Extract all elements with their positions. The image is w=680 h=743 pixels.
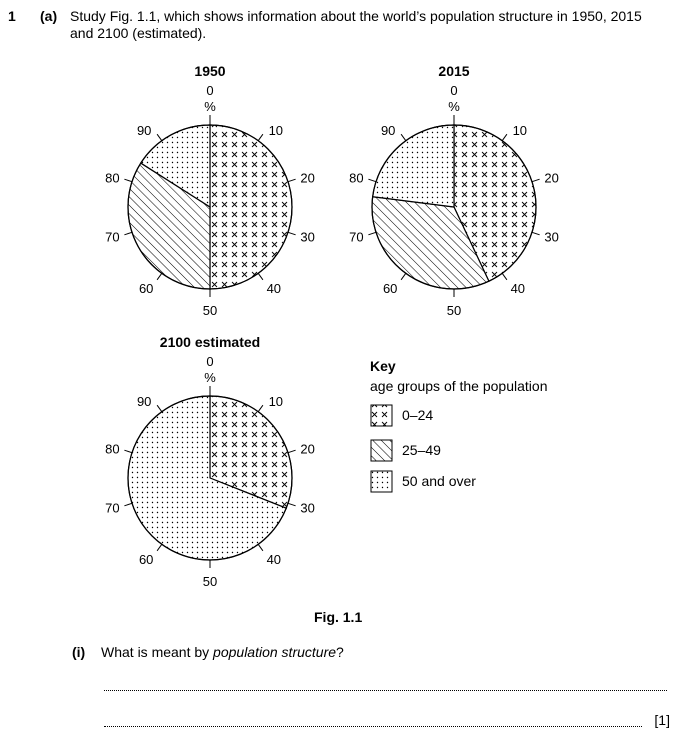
subquestion-label: (i) — [72, 644, 86, 660]
scale-tick — [124, 450, 132, 453]
key-label-25-49: 25–49 — [402, 442, 441, 458]
scale-label-60: 60 — [138, 551, 154, 567]
key-swatch-hatch — [371, 440, 392, 461]
scale-label-70: 70 — [349, 229, 364, 245]
scale-label-90: 90 — [136, 394, 152, 410]
scale-tick — [258, 134, 263, 141]
scale-label-90: 90 — [380, 123, 396, 139]
scale-tick — [157, 134, 162, 141]
scale-tick — [258, 544, 263, 551]
unit-label: % — [204, 99, 216, 114]
scale-label-10: 10 — [268, 394, 284, 410]
scale-tick — [401, 134, 406, 141]
scale-label-80: 80 — [349, 170, 364, 186]
question-number: 1 — [8, 8, 16, 24]
subquestion-text — [101, 644, 344, 660]
scale-tick — [288, 179, 296, 182]
scale-label-70: 70 — [105, 229, 120, 245]
scale-label-60: 60 — [138, 280, 154, 296]
unit-label: % — [204, 370, 216, 385]
pie-chart-2 — [105, 334, 315, 589]
scale-tick — [288, 503, 296, 506]
scale-tick — [532, 232, 540, 235]
scale-tick — [401, 273, 406, 280]
scale-tick — [157, 273, 162, 280]
scale-tick — [157, 405, 162, 412]
scale-label-10: 10 — [512, 123, 528, 139]
pie-title: 1950 — [194, 63, 226, 79]
intro-line-2: and 2100 (estimated). — [70, 25, 207, 41]
scale-tick — [258, 405, 263, 412]
scale-label-40: 40 — [266, 280, 282, 296]
question-part: (a) — [40, 8, 58, 24]
scale-label-20: 20 — [300, 441, 315, 457]
scale-label-90: 90 — [136, 123, 152, 139]
scale-label-80: 80 — [105, 441, 120, 457]
scale-label-50: 50 — [202, 303, 218, 318]
scale-tick — [288, 232, 296, 235]
subquestion-text-before: What is meant by — [101, 644, 214, 660]
key-label-50-over: 50 and over — [402, 473, 476, 489]
subquestion-text-after: ? — [336, 644, 344, 660]
intro-line-1: Study Fig. 1.1, which shows information about the world’s population structure in 1950, 2015 — [70, 8, 642, 24]
scale-label-40: 40 — [510, 280, 526, 296]
pie-chart-0 — [105, 63, 315, 318]
scale-tick — [368, 232, 376, 235]
scale-tick — [368, 179, 376, 182]
scale-label-70: 70 — [105, 500, 120, 516]
key-swatch-dot — [371, 471, 392, 492]
scale-label-10: 10 — [268, 123, 284, 139]
scale-tick — [532, 179, 540, 182]
scale-label-30: 30 — [544, 229, 559, 245]
scale-label-0: 0 — [206, 83, 214, 98]
scale-label-20: 20 — [544, 170, 559, 186]
scale-label-30: 30 — [300, 500, 315, 516]
scale-tick — [124, 232, 132, 235]
answer-line-2[interactable] — [104, 726, 642, 727]
key — [370, 358, 547, 394]
pie-title: 2015 — [438, 63, 470, 79]
scale-label-60: 60 — [382, 280, 398, 296]
marks-allocation: [1] — [654, 712, 670, 728]
scale-label-0: 0 — [450, 83, 458, 98]
unit-label: % — [448, 99, 460, 114]
key-title: Key — [370, 358, 396, 374]
scale-tick — [502, 273, 507, 280]
answer-line-1[interactable] — [104, 690, 667, 691]
scale-label-80: 80 — [105, 170, 120, 186]
scale-tick — [157, 544, 162, 551]
key-label-0-24: 0–24 — [402, 407, 434, 423]
scale-tick — [124, 179, 132, 182]
scale-label-0: 0 — [206, 354, 214, 369]
key-subtitle: age groups of the population — [370, 378, 548, 394]
scale-tick — [124, 503, 132, 506]
scale-label-40: 40 — [266, 551, 282, 567]
scale-label-30: 30 — [300, 229, 315, 245]
scale-tick — [288, 450, 296, 453]
scale-tick — [258, 273, 263, 280]
scale-tick — [502, 134, 507, 141]
scale-label-50: 50 — [446, 303, 462, 318]
figure-label: Fig. 1.1 — [314, 609, 363, 625]
pie-chart-1 — [349, 63, 559, 318]
scale-label-20: 20 — [300, 170, 315, 186]
subquestion-text-italic: population structure — [213, 644, 337, 660]
pie-title: 2100 estimated — [159, 334, 261, 350]
scale-label-50: 50 — [202, 574, 218, 589]
pie-slice-0-24 — [210, 125, 292, 289]
key-swatch-cross — [371, 405, 392, 426]
